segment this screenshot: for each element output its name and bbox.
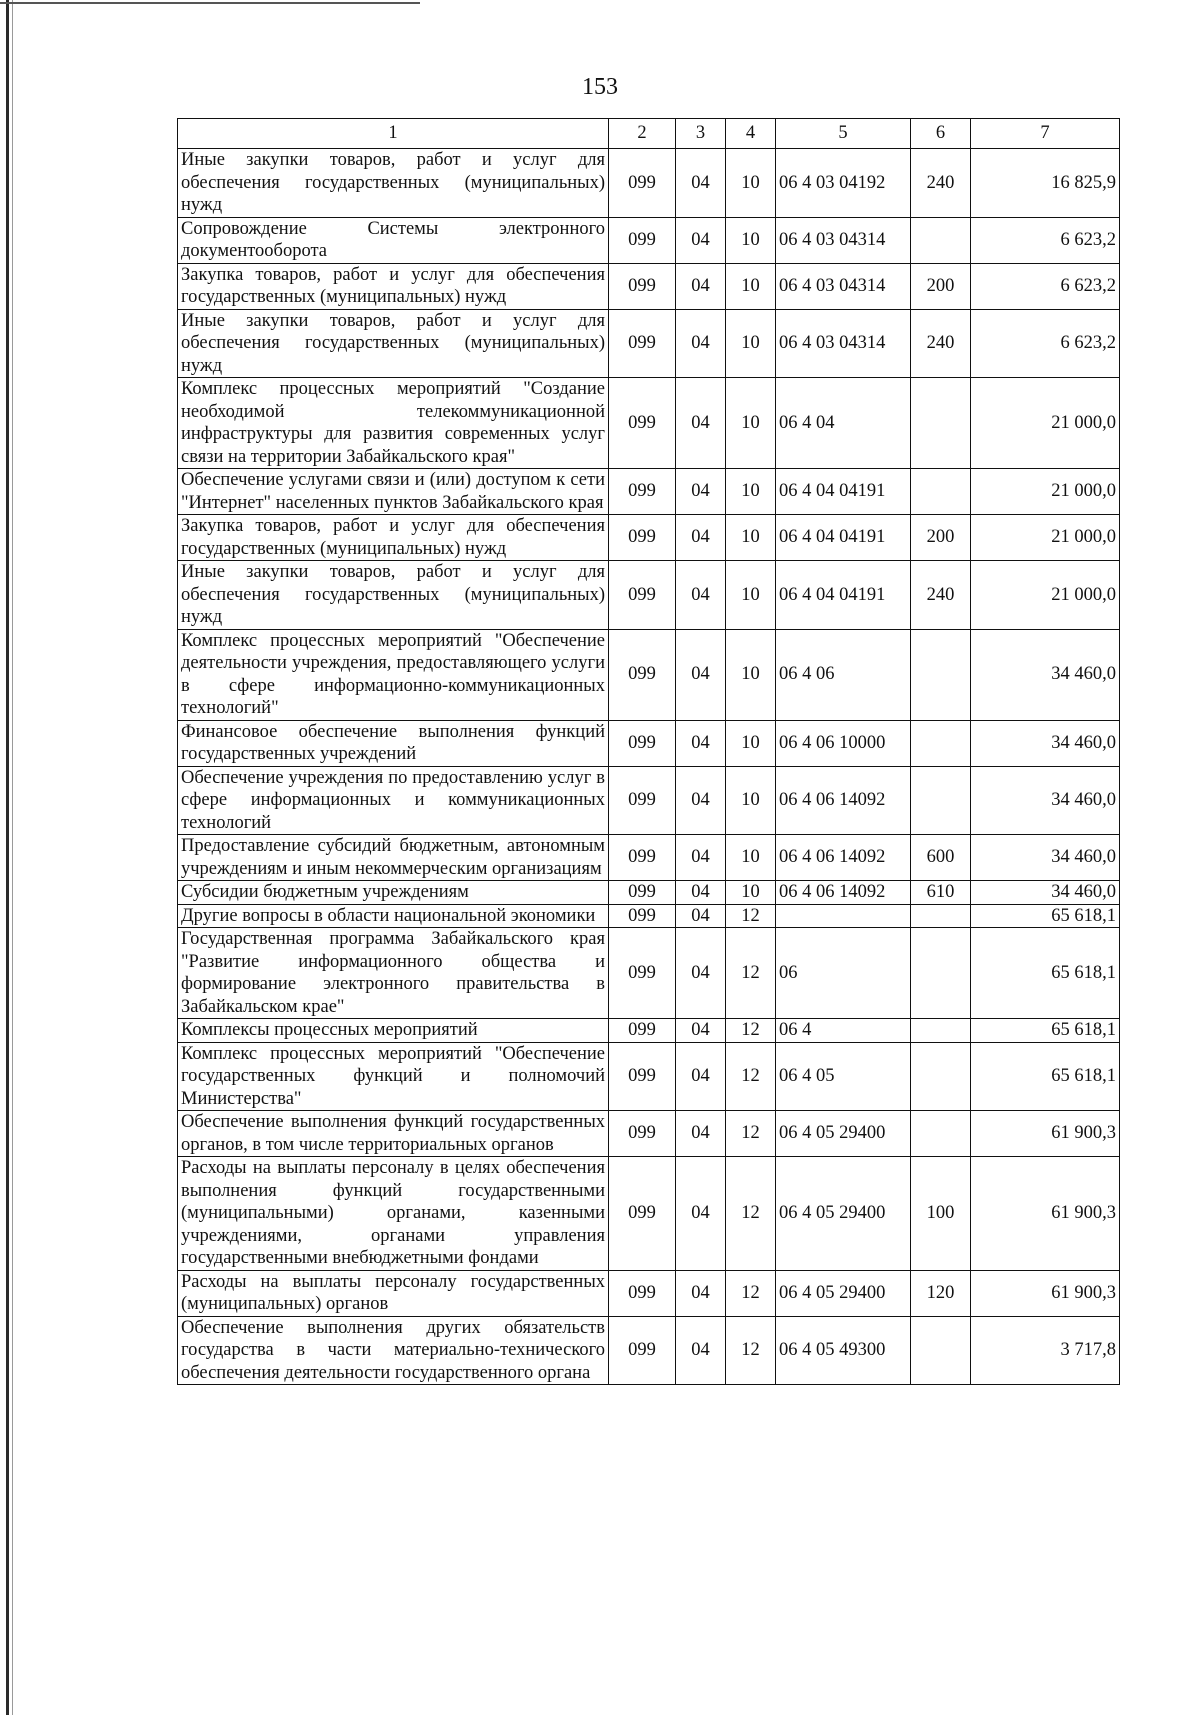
expense-type-cell: 120: [911, 1270, 971, 1316]
section-code-cell: 04: [676, 835, 726, 881]
ministry-code-cell: 099: [609, 1157, 676, 1271]
target-article-cell: 06 4 06 14092: [776, 766, 911, 835]
section-code-cell: 04: [676, 149, 726, 218]
ministry-code-cell: 099: [609, 766, 676, 835]
expense-type-cell: 240: [911, 309, 971, 378]
ministry-code-cell: 099: [609, 263, 676, 309]
column-header: 5: [776, 119, 911, 149]
subsection-code-cell: 10: [726, 881, 776, 905]
page-number: 153: [582, 74, 618, 100]
expense-type-cell: [911, 904, 971, 928]
expense-type-cell: [911, 1111, 971, 1157]
expense-type-cell: [911, 720, 971, 766]
ministry-code-cell: 099: [609, 1042, 676, 1111]
amount-cell: 65 618,1: [971, 928, 1120, 1019]
expense-type-cell: 240: [911, 561, 971, 630]
subsection-code-cell: 12: [726, 1019, 776, 1043]
section-code-cell: 04: [676, 217, 726, 263]
expense-type-cell: 610: [911, 881, 971, 905]
expense-type-cell: 200: [911, 515, 971, 561]
expense-type-cell: [911, 1316, 971, 1385]
subsection-code-cell: 12: [726, 1111, 776, 1157]
expense-type-cell: 600: [911, 835, 971, 881]
expense-type-cell: 240: [911, 149, 971, 218]
amount-cell: 6 623,2: [971, 309, 1120, 378]
scan-top-line: [0, 2, 420, 4]
target-article-cell: 06 4 05: [776, 1042, 911, 1111]
expense-name-cell: Обеспечение учреждения по предоставлению услуг в сфере информационных и коммуникационных технологий: [178, 766, 609, 835]
subsection-code-cell: 10: [726, 720, 776, 766]
subsection-code-cell: 10: [726, 309, 776, 378]
table-row: [178, 1019, 1120, 1043]
section-code-cell: 04: [676, 378, 726, 469]
amount-cell: 21 000,0: [971, 378, 1120, 469]
amount-cell: 6 623,2: [971, 263, 1120, 309]
expense-name-cell: Обеспечение выполнения функций государственных органов, в том числе территориальных органов: [178, 1111, 609, 1157]
scan-edge-line: [12, 0, 13, 1715]
subsection-code-cell: 12: [726, 1157, 776, 1271]
subsection-code-cell: 12: [726, 904, 776, 928]
section-code-cell: 04: [676, 1019, 726, 1043]
expense-type-cell: [911, 378, 971, 469]
amount-cell: 34 460,0: [971, 629, 1120, 720]
section-code-cell: 04: [676, 766, 726, 835]
ministry-code-cell: 099: [609, 835, 676, 881]
section-code-cell: 04: [676, 1157, 726, 1271]
ministry-code-cell: 099: [609, 217, 676, 263]
amount-cell: 34 460,0: [971, 720, 1120, 766]
expense-name-cell: Предоставление субсидий бюджетным, автономным учреждениям и иным некоммерческим организациям: [178, 835, 609, 881]
subsection-code-cell: 12: [726, 928, 776, 1019]
expense-name-cell: Сопровождение Системы электронного документооборота: [178, 217, 609, 263]
table-row: [178, 881, 1120, 905]
expense-name-cell: Иные закупки товаров, работ и услуг для обеспечения государственных (муниципальных) нужд: [178, 149, 609, 218]
section-code-cell: 04: [676, 561, 726, 630]
table-row: [178, 469, 1120, 515]
section-code-cell: 04: [676, 515, 726, 561]
column-header: 6: [911, 119, 971, 149]
ministry-code-cell: 099: [609, 309, 676, 378]
target-article-cell: 06 4 06 10000: [776, 720, 911, 766]
column-header: 4: [726, 119, 776, 149]
table-row: [178, 1316, 1120, 1385]
amount-cell: 21 000,0: [971, 469, 1120, 515]
amount-cell: 65 618,1: [971, 1042, 1120, 1111]
expense-name-cell: Финансовое обеспечение выполнения функций государственных учреждений: [178, 720, 609, 766]
subsection-code-cell: 10: [726, 263, 776, 309]
target-article-cell: 06 4 06: [776, 629, 911, 720]
table-row: [178, 1111, 1120, 1157]
ministry-code-cell: 099: [609, 629, 676, 720]
target-article-cell: 06 4 05 29400: [776, 1270, 911, 1316]
target-article-cell: 06 4 03 04314: [776, 263, 911, 309]
amount-cell: 16 825,9: [971, 149, 1120, 218]
ministry-code-cell: 099: [609, 928, 676, 1019]
amount-cell: 34 460,0: [971, 766, 1120, 835]
expense-type-cell: [911, 217, 971, 263]
section-code-cell: 04: [676, 309, 726, 378]
table-row: [178, 263, 1120, 309]
ministry-code-cell: 099: [609, 515, 676, 561]
subsection-code-cell: 10: [726, 515, 776, 561]
ministry-code-cell: 099: [609, 881, 676, 905]
expense-name-cell: Обеспечение выполнения других обязательств государства в части материально-технического обеспечения деятельности государственного органа: [178, 1316, 609, 1385]
amount-cell: 65 618,1: [971, 1019, 1120, 1043]
subsection-code-cell: 12: [726, 1042, 776, 1111]
expense-name-cell: Закупка товаров, работ и услуг для обеспечения государственных (муниципальных) нужд: [178, 263, 609, 309]
table-row: [178, 904, 1120, 928]
amount-cell: 3 717,8: [971, 1316, 1120, 1385]
column-header: 1: [178, 119, 609, 149]
amount-cell: 34 460,0: [971, 881, 1120, 905]
section-code-cell: 04: [676, 1316, 726, 1385]
table-row: [178, 561, 1120, 630]
expense-name-cell: Комплексы процессных мероприятий: [178, 1019, 609, 1043]
target-article-cell: 06 4 03 04192: [776, 149, 911, 218]
target-article-cell: 06 4 03 04314: [776, 309, 911, 378]
budget-table: [177, 118, 1120, 1385]
expense-name-cell: Расходы на выплаты персоналу в целях обеспечения выполнения функций государственными (муниципальными) органами, казенными учреждениями, органами управления государственными внебюджетными фондами: [178, 1157, 609, 1271]
ministry-code-cell: 099: [609, 1019, 676, 1043]
expense-name-cell: Комплекс процессных мероприятий "Обеспечение деятельности учреждения, предоставляющего услуги в сфере информационно-коммуникационных технологий": [178, 629, 609, 720]
section-code-cell: 04: [676, 629, 726, 720]
expense-name-cell: Государственная программа Забайкальского края "Развитие информационного общества и формирование электронного правительства в Забайкальском крае": [178, 928, 609, 1019]
subsection-code-cell: 10: [726, 217, 776, 263]
expense-type-cell: [911, 469, 971, 515]
expense-name-cell: Закупка товаров, работ и услуг для обеспечения государственных (муниципальных) нужд: [178, 515, 609, 561]
table-row: [178, 720, 1120, 766]
target-article-cell: 06 4 05 49300: [776, 1316, 911, 1385]
expense-name-cell: Иные закупки товаров, работ и услуг для обеспечения государственных (муниципальных) нужд: [178, 309, 609, 378]
table-row: [178, 1157, 1120, 1271]
target-article-cell: 06 4: [776, 1019, 911, 1043]
amount-cell: 34 460,0: [971, 835, 1120, 881]
subsection-code-cell: 12: [726, 1316, 776, 1385]
section-code-cell: 04: [676, 928, 726, 1019]
target-article-cell: 06 4 04 04191: [776, 515, 911, 561]
target-article-cell: 06 4 04 04191: [776, 469, 911, 515]
target-article-cell: 06 4 05 29400: [776, 1157, 911, 1271]
section-code-cell: 04: [676, 469, 726, 515]
expense-name-cell: Субсидии бюджетным учреждениям: [178, 881, 609, 905]
expense-type-cell: [911, 766, 971, 835]
expense-name-cell: Обеспечение услугами связи и (или) доступом к сети "Интернет" населенных пунктов Забайкальского края: [178, 469, 609, 515]
table-row: [178, 309, 1120, 378]
subsection-code-cell: 10: [726, 469, 776, 515]
subsection-code-cell: 12: [726, 1270, 776, 1316]
subsection-code-cell: 10: [726, 835, 776, 881]
ministry-code-cell: 099: [609, 469, 676, 515]
target-article-cell: 06 4 06 14092: [776, 881, 911, 905]
amount-cell: 61 900,3: [971, 1157, 1120, 1271]
table-row: [178, 835, 1120, 881]
target-article-cell: 06 4 05 29400: [776, 1111, 911, 1157]
column-header: 7: [971, 119, 1120, 149]
section-code-cell: 04: [676, 1270, 726, 1316]
expense-type-cell: [911, 1042, 971, 1111]
section-code-cell: 04: [676, 263, 726, 309]
ministry-code-cell: 099: [609, 720, 676, 766]
amount-cell: 65 618,1: [971, 904, 1120, 928]
section-code-cell: 04: [676, 881, 726, 905]
target-article-cell: 06: [776, 928, 911, 1019]
column-header: 2: [609, 119, 676, 149]
target-article-cell: 06 4 03 04314: [776, 217, 911, 263]
expense-name-cell: Другие вопросы в области национальной экономики: [178, 904, 609, 928]
table-row: [178, 378, 1120, 469]
column-header: 3: [676, 119, 726, 149]
table-row: [178, 149, 1120, 218]
expense-type-cell: [911, 928, 971, 1019]
ministry-code-cell: 099: [609, 1270, 676, 1316]
target-article-cell: 06 4 04 04191: [776, 561, 911, 630]
expense-type-cell: [911, 1019, 971, 1043]
amount-cell: 21 000,0: [971, 515, 1120, 561]
ministry-code-cell: 099: [609, 1111, 676, 1157]
ministry-code-cell: 099: [609, 904, 676, 928]
expense-name-cell: Комплекс процессных мероприятий "Создание необходимой телекоммуникационной инфраструктуры для развития современных услуг связи на территории Забайкальского края": [178, 378, 609, 469]
table-row: [178, 217, 1120, 263]
table-row: [178, 1270, 1120, 1316]
table-row: [178, 515, 1120, 561]
subsection-code-cell: 10: [726, 766, 776, 835]
table-row: [178, 1042, 1120, 1111]
expense-type-cell: 200: [911, 263, 971, 309]
expense-type-cell: [911, 629, 971, 720]
target-article-cell: 06 4 04: [776, 378, 911, 469]
expense-name-cell: Иные закупки товаров, работ и услуг для обеспечения государственных (муниципальных) нужд: [178, 561, 609, 630]
column-number-row: [178, 119, 1120, 149]
amount-cell: 61 900,3: [971, 1111, 1120, 1157]
subsection-code-cell: 10: [726, 629, 776, 720]
table-row: [178, 766, 1120, 835]
section-code-cell: 04: [676, 720, 726, 766]
amount-cell: 6 623,2: [971, 217, 1120, 263]
ministry-code-cell: 099: [609, 378, 676, 469]
amount-cell: 21 000,0: [971, 561, 1120, 630]
section-code-cell: 04: [676, 1042, 726, 1111]
expense-name-cell: Комплекс процессных мероприятий "Обеспечение государственных функций и полномочий Министерства": [178, 1042, 609, 1111]
table-row: [178, 928, 1120, 1019]
section-code-cell: 04: [676, 904, 726, 928]
amount-cell: 61 900,3: [971, 1270, 1120, 1316]
target-article-cell: 06 4 06 14092: [776, 835, 911, 881]
ministry-code-cell: 099: [609, 149, 676, 218]
subsection-code-cell: 10: [726, 378, 776, 469]
table-row: [178, 629, 1120, 720]
expense-name-cell: Расходы на выплаты персоналу государственных (муниципальных) органов: [178, 1270, 609, 1316]
target-article-cell: [776, 904, 911, 928]
subsection-code-cell: 10: [726, 561, 776, 630]
ministry-code-cell: 099: [609, 1316, 676, 1385]
scan-edge-shadow: [6, 0, 9, 1715]
section-code-cell: 04: [676, 1111, 726, 1157]
ministry-code-cell: 099: [609, 561, 676, 630]
subsection-code-cell: 10: [726, 149, 776, 218]
expense-type-cell: 100: [911, 1157, 971, 1271]
